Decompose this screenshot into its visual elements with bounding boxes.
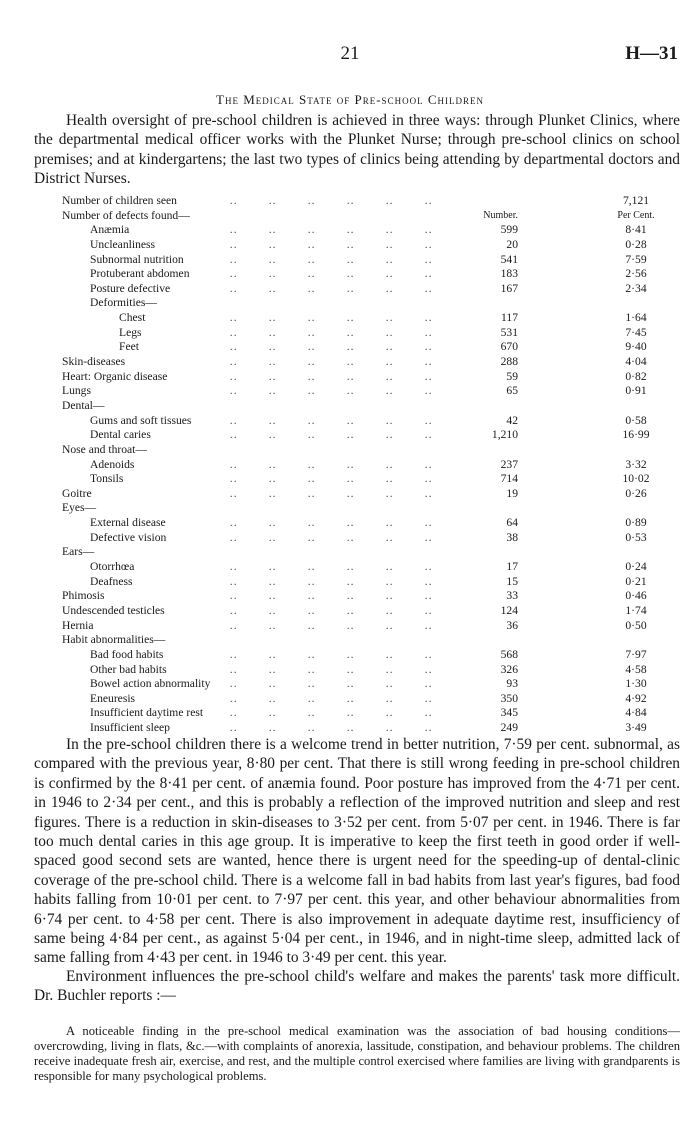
row-percent: 8·41 [625,223,647,237]
row-number: 599 [500,223,518,237]
row-label: Chest [119,311,146,325]
row-number: 20 [506,237,518,251]
table-row [62,692,680,707]
leader-dots: .. .. .. .. .. .. [222,428,433,442]
table-row [62,706,680,721]
row-percent: 0·58 [625,413,647,427]
leader-dots: .. .. .. .. .. .. [222,603,433,617]
row-percent: 0·26 [625,486,647,500]
row-number: 124 [500,603,518,617]
row-number: 19 [506,486,518,500]
row-percent: 0·24 [625,560,647,574]
row-percent: 0·82 [625,369,647,383]
table-row [62,648,680,663]
number-column-header: Number. [483,209,518,221]
table-row [62,619,680,634]
table-row [62,663,680,678]
table-row [62,326,680,341]
section-title: The Medical State of Pre-school Children [216,92,484,107]
row-label: Protuberant abdomen [90,267,190,281]
row-label: Otorrhœa [90,560,135,574]
row-percent: 0·21 [625,574,647,588]
row-percent: 7·97 [625,647,647,661]
row-number: 167 [500,281,518,295]
row-percent: 0·89 [625,516,647,530]
table-row [62,370,680,385]
row-number: 117 [501,311,518,325]
leader-dots: .. .. .. .. .. .. [222,472,433,486]
row-label: Eneuresis [90,691,136,705]
row-percent: 0·53 [625,530,647,544]
row-label: Insufficient sleep [90,721,170,735]
row-label: Lungs [62,384,91,398]
table-row [62,384,680,399]
row-label: Skin-diseases [62,355,126,369]
leader-dots: .. .. .. .. .. .. [222,457,433,471]
leader-dots: .. .. .. .. .. .. [222,384,433,398]
row-label: Bowel action abnormality [90,677,211,691]
row-label: Number of defects found— [62,208,190,222]
table-row [62,428,680,443]
row-label: Other bad habits [90,662,167,676]
table-row [62,443,680,458]
row-label: Uncleanliness [90,237,156,251]
row-percent: 4·92 [625,691,647,705]
table-row [62,677,680,692]
percent-column-header: Per Cent. [617,209,655,221]
row-percent: 2·56 [625,267,647,281]
row-percent: 7·59 [625,252,647,266]
row-label: Nose and throat— [62,442,148,456]
table-row [62,604,680,619]
leader-dots: .. .. .. .. .. .. [222,618,433,632]
row-number: 93 [506,677,518,691]
row-label: Eyes— [62,501,97,515]
row-label: Hernia [62,618,94,632]
row-number: 345 [500,706,518,720]
row-number: 38 [506,530,518,544]
table-row [62,311,680,326]
row-percent: 1·74 [625,603,647,617]
row-percent: 16·99 [622,428,650,442]
table-row [62,340,680,355]
page-number: 21 [340,43,360,64]
row-label: Feet [119,340,139,354]
row-number: 59 [506,369,518,383]
leader-dots: .. .. .. .. .. .. [222,516,433,530]
table-row [62,458,680,473]
leader-dots: .. .. .. .. .. .. [222,647,433,661]
row-percent: 4·04 [625,355,647,369]
row-percent: 0·28 [625,237,647,251]
table-row [62,194,680,209]
row-number: 714 [500,472,518,486]
row-percent: 1·30 [625,677,647,691]
table-row [62,633,680,648]
leader-dots: .. .. .. .. .. .. [222,223,433,237]
table-row [62,223,680,238]
row-label: Posture defective [90,281,171,295]
row-label: Ears— [62,545,95,559]
row-label: Goitre [62,486,92,500]
row-percent: 9·40 [625,340,647,354]
row-label: Bad food habits [90,647,164,661]
table-row [62,531,680,546]
leader-dots: .. .. .. .. .. .. [222,194,433,207]
row-number: 64 [506,516,518,530]
table-row [62,721,680,736]
defects-table [62,194,680,736]
row-percent: 4·84 [625,706,647,720]
leader-dots: .. .. .. .. .. .. [222,589,433,603]
row-number: 17 [506,560,518,574]
table-row [62,253,680,268]
leader-dots: .. .. .. .. .. .. [222,677,433,691]
table-row [62,501,680,516]
table-row [62,575,680,590]
row-percent: 4·58 [625,662,647,676]
table-row [62,209,680,224]
leader-dots: .. .. .. .. .. .. [222,252,433,266]
leader-dots: .. .. .. .. .. .. [222,325,433,339]
leader-dots: .. .. .. .. .. .. [222,721,433,735]
table-row [62,399,680,414]
row-number: 541 [500,252,518,266]
row-label: Deafness [90,574,133,588]
row-number: 531 [500,325,518,339]
leader-dots: .. .. .. .. .. .. [222,706,433,720]
row-number: 15 [506,574,518,588]
table-row [62,487,680,502]
row-label: Subnormal nutrition [90,252,184,266]
leader-dots: .. .. .. .. .. .. [222,691,433,705]
row-percent: 0·50 [625,618,647,632]
leader-dots: .. .. .. .. .. .. [222,662,433,676]
leader-dots: .. .. .. .. .. .. [222,311,433,325]
environment-paragraph: Environment influences the pre-school child's welfare and makes the parents' task more difficult. Dr. Buchler reports :— [34,968,680,1005]
quoted-report: A noticeable finding in the pre-school medical examination was the association of bad housing conditions—overcrowding, living in flats, &c.—with complaints of anorexia, lassitude, constipation, and behaviour problems. The children receive inadequate fresh air, exercise, and rest, and the multiple control exercised where families are living with grandparents is responsible for many psychological problems. [34,1024,680,1084]
row-label: Habit abnormalities— [62,633,166,647]
row-percent: 3·49 [625,721,647,735]
row-label: Dental— [62,398,105,412]
row-label: Gums and soft tissues [90,413,192,427]
table-row [62,282,680,297]
row-label: Insufficient daytime rest [90,706,204,720]
row-label: Phimosis [62,589,105,603]
intro-paragraph: Health oversight of pre-school children is achieved in three ways: through Plunket Clinics, where the departmental medical officer works with the Plunket Nurse; through pre-school clinics on school premises; and at kindergartens; the last two types of clinics being attending by departmental doctors and District Nurses. [34,112,680,188]
row-label: Number of children seen [62,194,177,207]
row-percent: 10·02 [622,472,650,486]
row-percent: 7,121 [622,194,650,207]
leader-dots: .. .. .. .. .. .. [222,267,433,281]
row-percent: 0·91 [625,384,647,398]
row-number: 326 [500,662,518,676]
table-row [62,545,680,560]
row-percent: 2·34 [625,281,647,295]
row-number: 183 [500,267,518,281]
row-percent: 3·32 [625,457,647,471]
row-label: Legs [119,325,142,339]
table-row [62,516,680,531]
leader-dots: .. .. .. .. .. .. [222,530,433,544]
row-number: 568 [500,647,518,661]
row-label: Anæmia [90,223,130,237]
table-row [62,296,680,311]
row-label: Undescended testicles [62,603,165,617]
table-row [62,560,680,575]
row-label: Deformities— [90,296,157,310]
table-row [62,589,680,604]
leader-dots: .. .. .. .. .. .. [222,281,433,295]
leader-dots: .. .. .. .. .. .. [222,237,433,251]
row-number: 249 [500,721,518,735]
table-row [62,238,680,253]
row-label: Defective vision [90,530,167,544]
row-percent: 7·45 [625,325,647,339]
leader-dots: .. .. .. .. .. .. [222,369,433,383]
table-row [62,355,680,370]
row-number: 65 [506,384,518,398]
leader-dots: .. .. .. .. .. .. [222,486,433,500]
leader-dots: .. .. .. .. .. .. [222,413,433,427]
row-label: External disease [90,516,166,530]
row-label: Dental caries [90,428,151,442]
row-label: Tonsils [90,472,124,486]
row-number: 36 [506,618,518,632]
leader-dots: .. .. .. .. .. .. [222,355,433,369]
row-percent: 1·64 [625,311,647,325]
page-reference: H—31 [625,43,678,64]
row-percent: 0·46 [625,589,647,603]
row-label: Adenoids [90,457,135,471]
table-row [62,414,680,429]
row-number: 288 [500,355,518,369]
table-row [62,472,680,487]
row-number: 350 [500,691,518,705]
row-number: 1,210 [491,428,518,442]
leader-dots: .. .. .. .. .. .. [222,574,433,588]
leader-dots: .. .. .. .. .. .. [222,340,433,354]
table-row [62,267,680,282]
discussion-paragraph: In the pre-school children there is a welcome trend in better nutrition, 7·59 per cent. subnormal, as compared with the previous year, 8·80 per cent. That there is still wrong feeding in pre-school children is confirmed by the 8·41 per cent. of anæmia found. Poor posture has improved from the 4·71 per cent. in 1946 to 2·34 per cent., and this is probably a reflection of the improved nutrition and sleep and rest figures. There is a reduction in skin-diseases to 3·52 per cent. from 5·07 per cent. in 1946. There is far too much dental caries in this age group. It is imperative to keep the first teeth in good order if well-spaced good second sets are wanted, hence there is urgent need for the speeding-up of dental-clinic coverage of the pre-school child. There is a welcome fall in bad habits from last year's figures, bad food habits falling from 10·01 per cent. to 7·97 per cent. this year, and other behaviour abnormalities from 6·74 per cent. to 4·58 per cent. There is also improvement in adequate daytime rest, insufficiency of same being 4·84 per cent., as against 5·04 per cent., in 1946, and in night-time sleep, admitted lack of same falling from 4·43 per cent. in 1946 to 3·49 per cent. this year. [34,736,680,967]
row-number: 33 [506,589,518,603]
row-number: 42 [506,413,518,427]
leader-dots: .. .. .. .. .. .. [222,560,433,574]
row-number: 237 [500,457,518,471]
row-label: Heart: Organic disease [62,369,168,383]
row-number: 670 [500,340,518,354]
